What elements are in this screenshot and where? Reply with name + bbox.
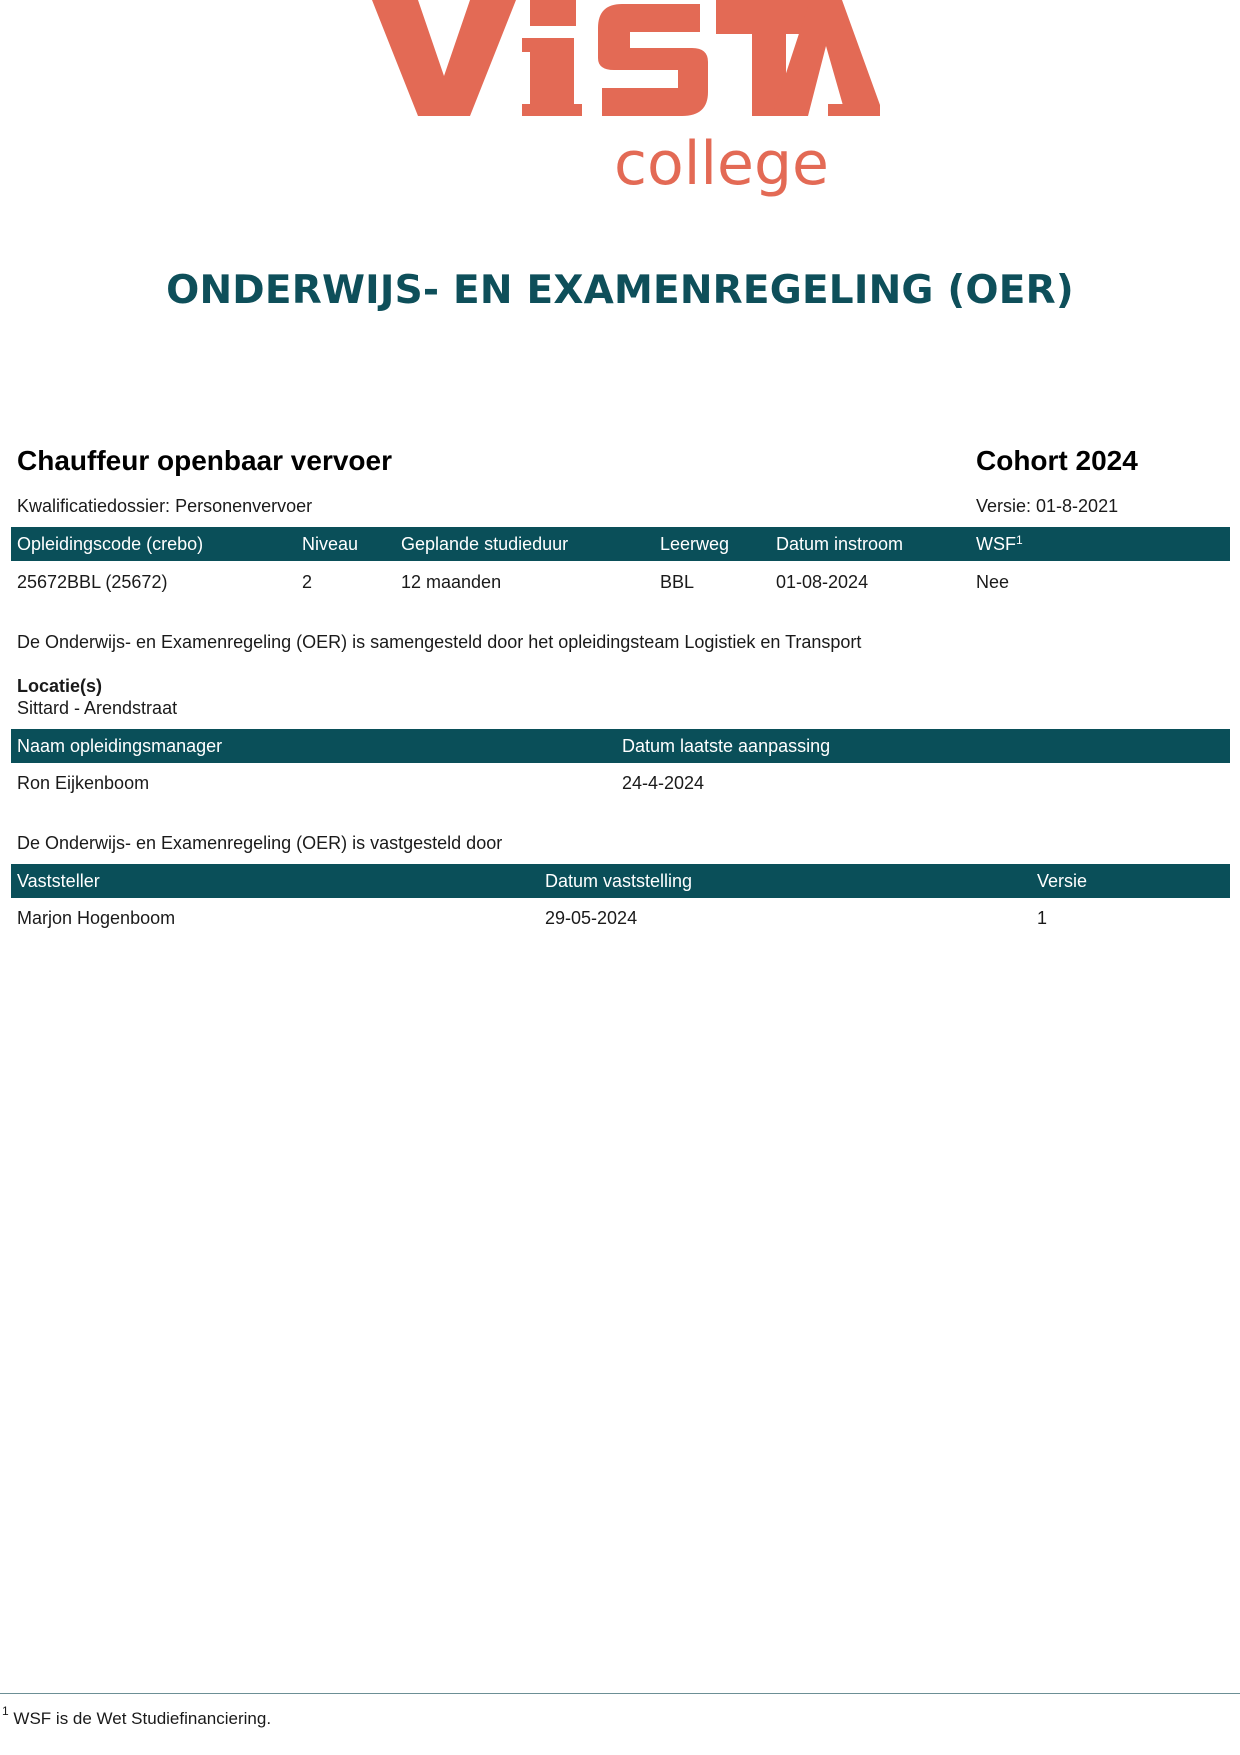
cohort-label: Cohort 2024 [976,445,1138,476]
logo-letter-s [598,4,708,116]
wsf-footnote-mark: 1 [1016,533,1023,547]
header-datum-aanpassing: Datum laatste aanpassing [622,736,831,756]
vista-college-logo [360,0,880,210]
vastgesteld-text: De Onderwijs- en Examenregeling (OER) is vastgesteld door [17,833,503,853]
header-niveau: Niveau [302,534,359,554]
header-vaststeller: Vaststeller [17,871,100,891]
logo-letter-v [372,0,516,116]
header-studieduur: Geplande studieduur [401,534,569,554]
header-datum-instroom: Datum instroom [776,534,904,554]
cell-opleidingscode: 25672BBL (25672) [17,572,168,592]
header-leerweg: Leerweg [660,534,730,554]
footnote-mark: 1 [2,1704,9,1718]
cell-datum-instroom: 01-08-2024 [776,572,869,592]
cell-leerweg: BBL [660,572,695,592]
cell-studieduur: 12 maanden [401,572,502,592]
logo-letter-i-dot [530,0,576,26]
cell-wsf: Nee [976,572,1010,592]
header-wsf [976,527,1023,561]
header-opleidingscode: Opleidingscode (crebo) [17,534,204,554]
header-opleidingsmanager: Naam opleidingsmanager [17,736,223,756]
cell-versie: 1 [1037,908,1048,928]
header-wsf-label: WSF [976,534,1016,554]
cell-niveau: 2 [302,572,313,592]
kwalificatiedossier: Kwalificatiedossier: Personenvervoer [17,496,313,516]
logo-letter-a-bar [828,104,858,116]
version-label: Versie: 01-8-2021 [976,496,1119,516]
table3-header [11,864,1230,898]
logo-college-text: college [614,129,829,199]
footnote-text: WSF is de Wet Studiefinanciering. [13,1709,272,1728]
table2-header [11,729,1230,763]
footnote [2,1704,272,1729]
program-title: Chauffeur openbaar vervoer [17,445,392,476]
cell-opleidingsmanager: Ron Eijkenboom [17,773,150,793]
header-datum-vaststelling: Datum vaststelling [545,871,693,891]
cell-datum-aanpassing: 24-4-2024 [622,773,705,793]
locaties-label: Locatie(s) [17,676,103,696]
samengesteld-text: De Onderwijs- en Examenregeling (OER) is samengesteld door het opleidingsteam Logistiek en Transport [17,632,862,652]
footnote-divider [0,1693,1240,1694]
header-versie: Versie [1037,871,1088,891]
logo-letter-i-stem [522,38,582,116]
locaties-value: Sittard - Arendstraat [17,698,178,718]
document-title: ONDERWIJS- EN EXAMENREGELING (OER) [166,268,1074,313]
cell-datum-vaststelling: 29-05-2024 [545,908,638,928]
table1-header [11,527,1230,561]
cell-vaststeller: Marjon Hogenboom [17,908,176,928]
